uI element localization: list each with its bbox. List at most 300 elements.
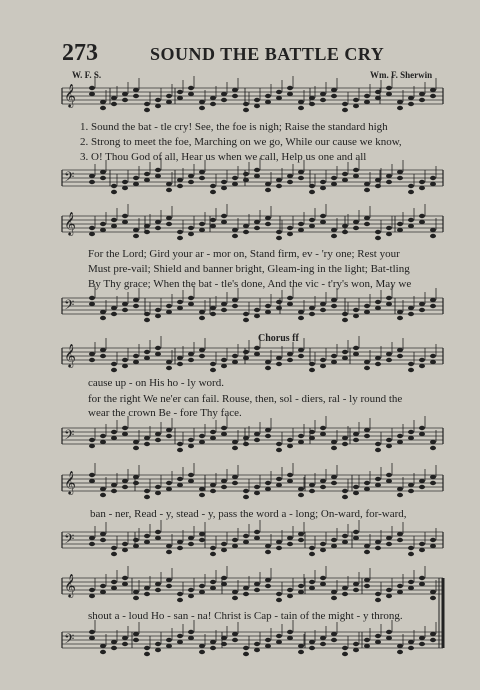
notehead bbox=[89, 479, 95, 483]
notehead bbox=[221, 186, 227, 190]
notehead bbox=[386, 479, 392, 483]
notehead bbox=[408, 436, 414, 440]
notehead bbox=[397, 354, 403, 358]
notehead bbox=[243, 224, 249, 228]
notehead bbox=[111, 96, 117, 100]
notehead bbox=[353, 168, 359, 172]
notehead bbox=[133, 446, 139, 450]
notehead bbox=[199, 176, 205, 180]
notehead bbox=[419, 98, 425, 102]
notehead bbox=[111, 546, 117, 550]
notehead bbox=[221, 220, 227, 224]
notehead bbox=[133, 228, 139, 232]
notehead bbox=[232, 234, 238, 238]
notehead bbox=[199, 106, 205, 110]
notehead bbox=[188, 302, 194, 306]
notehead bbox=[221, 582, 227, 586]
notehead bbox=[111, 483, 117, 487]
notehead bbox=[430, 298, 436, 302]
notehead bbox=[188, 636, 194, 640]
notehead bbox=[342, 224, 348, 228]
notehead bbox=[430, 446, 436, 450]
notehead bbox=[144, 586, 150, 590]
notehead bbox=[276, 300, 282, 304]
notehead bbox=[133, 94, 139, 98]
notehead bbox=[353, 346, 359, 350]
notehead bbox=[364, 584, 370, 588]
notehead bbox=[265, 304, 271, 308]
notehead bbox=[430, 538, 436, 542]
notehead bbox=[353, 352, 359, 356]
notehead bbox=[276, 483, 282, 487]
bass-clef: 𝄢 bbox=[64, 531, 75, 550]
notehead bbox=[199, 222, 205, 226]
notehead bbox=[254, 352, 260, 356]
notehead bbox=[320, 302, 326, 306]
lyric-line: cause up - on His ho - ly word. bbox=[88, 377, 224, 389]
notehead bbox=[221, 358, 227, 362]
notehead bbox=[144, 540, 150, 544]
notehead bbox=[375, 640, 381, 644]
notehead bbox=[122, 214, 128, 218]
notehead bbox=[243, 586, 249, 590]
notehead bbox=[265, 638, 271, 642]
notehead bbox=[243, 172, 249, 176]
notehead bbox=[232, 360, 238, 364]
notehead bbox=[166, 360, 172, 364]
notehead bbox=[287, 232, 293, 236]
notehead bbox=[386, 174, 392, 178]
chorus-label: Chorus ff bbox=[258, 333, 299, 344]
notehead bbox=[177, 230, 183, 234]
notehead bbox=[375, 356, 381, 360]
notehead bbox=[353, 582, 359, 586]
notehead bbox=[298, 440, 304, 444]
notehead bbox=[386, 232, 392, 236]
notehead bbox=[188, 232, 194, 236]
notehead bbox=[430, 440, 436, 444]
notehead bbox=[122, 92, 128, 96]
notehead bbox=[265, 366, 271, 370]
notehead bbox=[397, 176, 403, 180]
notehead bbox=[177, 477, 183, 481]
notehead bbox=[309, 362, 315, 366]
bass-clef: 𝄢 bbox=[64, 427, 75, 446]
treble-clef: 𝄞 bbox=[64, 470, 76, 494]
notehead bbox=[276, 178, 282, 182]
notehead bbox=[342, 652, 348, 656]
notehead bbox=[276, 592, 282, 596]
notehead bbox=[89, 630, 95, 634]
notehead bbox=[89, 232, 95, 236]
notehead bbox=[397, 650, 403, 654]
notehead bbox=[254, 582, 260, 586]
notehead bbox=[111, 580, 117, 584]
notehead bbox=[276, 356, 282, 360]
notehead bbox=[408, 552, 414, 556]
notehead bbox=[331, 544, 337, 548]
notehead bbox=[386, 92, 392, 96]
notehead bbox=[155, 168, 161, 172]
notehead bbox=[243, 652, 249, 656]
notehead bbox=[353, 485, 359, 489]
notehead bbox=[353, 220, 359, 224]
notehead bbox=[133, 590, 139, 594]
notehead bbox=[122, 98, 128, 102]
notehead bbox=[287, 473, 293, 477]
notehead bbox=[210, 306, 216, 310]
notehead bbox=[177, 442, 183, 446]
notehead bbox=[221, 485, 227, 489]
notehead bbox=[188, 86, 194, 90]
notehead bbox=[188, 352, 194, 356]
notehead bbox=[199, 493, 205, 497]
notehead bbox=[111, 552, 117, 556]
notehead bbox=[210, 546, 216, 550]
notehead bbox=[430, 88, 436, 92]
notehead bbox=[144, 178, 150, 182]
notehead bbox=[342, 586, 348, 590]
notehead bbox=[386, 473, 392, 477]
notehead bbox=[166, 188, 172, 192]
notehead bbox=[287, 92, 293, 96]
notehead bbox=[430, 94, 436, 98]
notehead bbox=[331, 638, 337, 642]
notehead bbox=[221, 426, 227, 430]
notehead bbox=[243, 312, 249, 316]
notehead bbox=[166, 434, 172, 438]
notehead bbox=[276, 598, 282, 602]
notehead bbox=[111, 218, 117, 222]
notehead bbox=[243, 592, 249, 596]
notehead bbox=[199, 440, 205, 444]
lyric-line: 3. O! Thou God of all, Hear us when we call, Help us one and all bbox=[80, 151, 367, 163]
notehead bbox=[353, 491, 359, 495]
notehead bbox=[397, 348, 403, 352]
notehead bbox=[122, 542, 128, 546]
notehead bbox=[331, 94, 337, 98]
notehead bbox=[430, 354, 436, 358]
notehead bbox=[89, 352, 95, 356]
notehead bbox=[408, 489, 414, 493]
notehead bbox=[419, 582, 425, 586]
notehead bbox=[232, 544, 238, 548]
notehead bbox=[419, 426, 425, 430]
notehead bbox=[331, 354, 337, 358]
notehead bbox=[331, 538, 337, 542]
notehead bbox=[408, 586, 414, 590]
notehead bbox=[111, 640, 117, 644]
notehead bbox=[320, 308, 326, 312]
notehead bbox=[309, 586, 315, 590]
notehead bbox=[155, 588, 161, 592]
notehead bbox=[210, 312, 216, 316]
notehead bbox=[342, 436, 348, 440]
notehead bbox=[353, 432, 359, 436]
notehead bbox=[320, 432, 326, 436]
notehead bbox=[243, 350, 249, 354]
notehead bbox=[320, 186, 326, 190]
notehead bbox=[100, 538, 106, 542]
notehead bbox=[89, 174, 95, 178]
notehead bbox=[265, 584, 271, 588]
notehead bbox=[155, 346, 161, 350]
notehead bbox=[89, 536, 95, 540]
notehead bbox=[232, 228, 238, 232]
notehead bbox=[133, 440, 139, 444]
notehead bbox=[210, 218, 216, 222]
notehead bbox=[430, 360, 436, 364]
notehead bbox=[100, 584, 106, 588]
notehead bbox=[309, 489, 315, 493]
notehead bbox=[166, 481, 172, 485]
notehead bbox=[199, 584, 205, 588]
notehead bbox=[331, 475, 337, 479]
notehead bbox=[100, 532, 106, 536]
notehead bbox=[342, 230, 348, 234]
notehead bbox=[243, 356, 249, 360]
notehead bbox=[386, 86, 392, 90]
notehead bbox=[89, 438, 95, 442]
notehead bbox=[122, 180, 128, 184]
notehead bbox=[221, 479, 227, 483]
notehead bbox=[133, 176, 139, 180]
notehead bbox=[155, 352, 161, 356]
notehead bbox=[419, 302, 425, 306]
notehead bbox=[133, 544, 139, 548]
notehead bbox=[188, 92, 194, 96]
notehead bbox=[309, 436, 315, 440]
notehead bbox=[254, 588, 260, 592]
notehead bbox=[111, 368, 117, 372]
notehead bbox=[254, 314, 260, 318]
notehead bbox=[210, 190, 216, 194]
notehead bbox=[331, 481, 337, 485]
notehead bbox=[397, 228, 403, 232]
notehead bbox=[265, 310, 271, 314]
notehead bbox=[298, 176, 304, 180]
notehead bbox=[243, 534, 249, 538]
notehead bbox=[375, 598, 381, 602]
notehead bbox=[408, 102, 414, 106]
notehead bbox=[177, 592, 183, 596]
notehead bbox=[276, 230, 282, 234]
notehead bbox=[166, 487, 172, 491]
notehead bbox=[320, 220, 326, 224]
notehead bbox=[298, 106, 304, 110]
notehead bbox=[353, 174, 359, 178]
notehead bbox=[309, 646, 315, 650]
notehead bbox=[408, 306, 414, 310]
notehead bbox=[221, 542, 227, 546]
notehead bbox=[188, 358, 194, 362]
notehead bbox=[199, 316, 205, 320]
notehead bbox=[397, 487, 403, 491]
notehead bbox=[353, 98, 359, 102]
notehead bbox=[254, 642, 260, 646]
notehead bbox=[287, 174, 293, 178]
notehead bbox=[177, 546, 183, 550]
notehead bbox=[111, 190, 117, 194]
notehead bbox=[287, 438, 293, 442]
notehead bbox=[188, 444, 194, 448]
notehead bbox=[89, 302, 95, 306]
notehead bbox=[166, 550, 172, 554]
notehead bbox=[309, 190, 315, 194]
notehead bbox=[166, 638, 172, 642]
notehead bbox=[298, 644, 304, 648]
notehead bbox=[386, 296, 392, 300]
notehead bbox=[342, 534, 348, 538]
notehead bbox=[430, 590, 436, 594]
notehead bbox=[419, 479, 425, 483]
notehead bbox=[419, 186, 425, 190]
notehead bbox=[419, 214, 425, 218]
notehead bbox=[265, 100, 271, 104]
notehead bbox=[364, 94, 370, 98]
notehead bbox=[177, 96, 183, 100]
notehead bbox=[386, 588, 392, 592]
notehead bbox=[342, 489, 348, 493]
notehead bbox=[309, 483, 315, 487]
notehead bbox=[408, 483, 414, 487]
notehead bbox=[243, 495, 249, 499]
notehead bbox=[309, 96, 315, 100]
notehead bbox=[188, 594, 194, 598]
notehead bbox=[265, 428, 271, 432]
notehead bbox=[419, 642, 425, 646]
notehead bbox=[364, 428, 370, 432]
notehead bbox=[232, 94, 238, 98]
lyric-line: for the right We ne'er can fail. Rouse, then, sol - diers, ral - ly round the bbox=[88, 393, 403, 405]
notehead bbox=[375, 306, 381, 310]
notehead bbox=[287, 358, 293, 362]
notehead bbox=[320, 485, 326, 489]
notehead bbox=[386, 542, 392, 546]
notehead bbox=[342, 172, 348, 176]
notehead bbox=[287, 588, 293, 592]
treble-clef: 𝄞 bbox=[64, 211, 76, 235]
notehead bbox=[166, 366, 172, 370]
notehead bbox=[155, 104, 161, 108]
notehead bbox=[430, 228, 436, 232]
notehead bbox=[166, 222, 172, 226]
treble-clef: 𝄞 bbox=[64, 83, 76, 107]
notehead bbox=[276, 184, 282, 188]
notehead bbox=[287, 630, 293, 634]
notehead bbox=[89, 92, 95, 96]
notehead bbox=[353, 648, 359, 652]
notehead bbox=[397, 532, 403, 536]
notehead bbox=[287, 226, 293, 230]
notehead bbox=[144, 230, 150, 234]
notehead bbox=[221, 576, 227, 580]
notehead bbox=[364, 222, 370, 226]
notehead bbox=[221, 302, 227, 306]
lyric-line: 1. Sound the bat - tle cry! See, the foe is nigh; Raise the standard high bbox=[80, 121, 388, 133]
notehead bbox=[397, 222, 403, 226]
notehead bbox=[166, 216, 172, 220]
notehead bbox=[199, 538, 205, 542]
notehead bbox=[331, 440, 337, 444]
notehead bbox=[419, 485, 425, 489]
notehead bbox=[133, 298, 139, 302]
notehead bbox=[331, 304, 337, 308]
notehead bbox=[243, 108, 249, 112]
notehead bbox=[309, 552, 315, 556]
notehead bbox=[320, 642, 326, 646]
notehead bbox=[364, 360, 370, 364]
notehead bbox=[353, 588, 359, 592]
notehead bbox=[89, 588, 95, 592]
notehead bbox=[298, 538, 304, 542]
notehead bbox=[430, 176, 436, 180]
notehead bbox=[155, 226, 161, 230]
notehead bbox=[155, 530, 161, 534]
notehead bbox=[210, 184, 216, 188]
notehead bbox=[210, 483, 216, 487]
notehead bbox=[210, 362, 216, 366]
lyric-line: wear the crown Be - fore Thy face. bbox=[88, 407, 242, 419]
bass-clef: 𝄢 bbox=[64, 169, 75, 188]
notehead bbox=[386, 352, 392, 356]
notehead bbox=[298, 100, 304, 104]
notehead bbox=[144, 442, 150, 446]
notehead bbox=[375, 540, 381, 544]
notehead bbox=[100, 176, 106, 180]
notehead bbox=[430, 632, 436, 636]
notehead bbox=[133, 354, 139, 358]
notehead bbox=[177, 306, 183, 310]
notehead bbox=[232, 298, 238, 302]
notehead bbox=[188, 180, 194, 184]
notehead bbox=[100, 487, 106, 491]
notehead bbox=[144, 646, 150, 650]
notehead bbox=[199, 487, 205, 491]
lyric-line: shout a - loud Ho - san - na! Christ is Cap - tain of the might - y throng. bbox=[88, 610, 403, 622]
notehead bbox=[430, 481, 436, 485]
notehead bbox=[276, 442, 282, 446]
notehead bbox=[265, 94, 271, 98]
notehead bbox=[243, 230, 249, 234]
notehead bbox=[353, 642, 359, 646]
notehead bbox=[265, 182, 271, 186]
notehead bbox=[144, 534, 150, 538]
notehead bbox=[133, 538, 139, 542]
notehead bbox=[177, 300, 183, 304]
notehead bbox=[265, 550, 271, 554]
notehead bbox=[122, 636, 128, 640]
notehead bbox=[276, 540, 282, 544]
notehead bbox=[298, 310, 304, 314]
notehead bbox=[111, 586, 117, 590]
notehead bbox=[188, 473, 194, 477]
notehead bbox=[232, 538, 238, 542]
notehead bbox=[177, 640, 183, 644]
notehead bbox=[320, 479, 326, 483]
composer-credit: Wm. F. Sherwin bbox=[370, 70, 433, 80]
notehead bbox=[320, 358, 326, 362]
notehead bbox=[111, 430, 117, 434]
notehead bbox=[199, 650, 205, 654]
notehead bbox=[309, 368, 315, 372]
notehead bbox=[298, 650, 304, 654]
notehead bbox=[199, 434, 205, 438]
notehead bbox=[331, 182, 337, 186]
notehead bbox=[419, 180, 425, 184]
notehead bbox=[144, 172, 150, 176]
notehead bbox=[254, 104, 260, 108]
